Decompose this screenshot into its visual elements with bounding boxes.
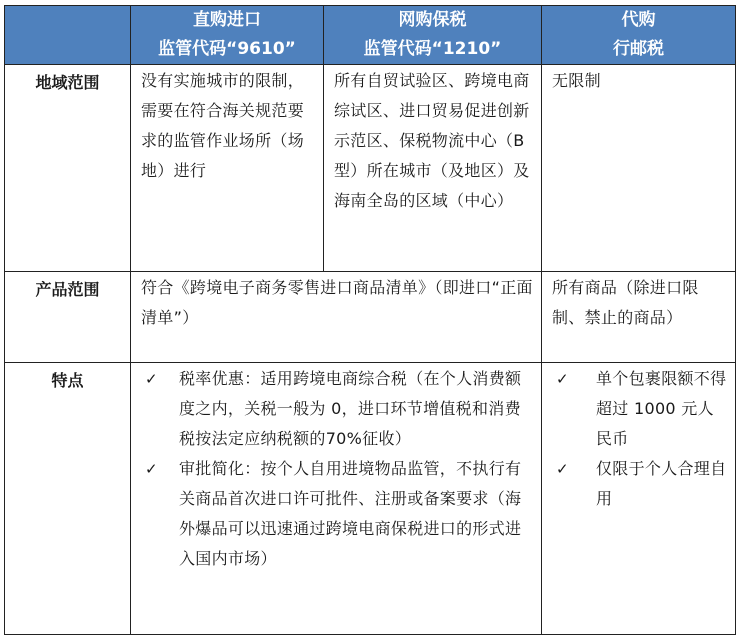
header-daigou <box>542 6 736 65</box>
region-row <box>5 65 736 272</box>
features-row <box>5 363 736 635</box>
feature-text: 税率优惠：适用跨境电商综合税（在个人消费额度之内，关税一般为 0，进口环节增值税和消费税按法定应纳税额的70%征收） <box>179 369 522 448</box>
list-item <box>141 454 533 574</box>
daigou-feature-text: 仅限于个人合理自用 <box>596 459 727 508</box>
header-daigou-tax: 行邮税 <box>613 39 664 59</box>
features-label: 特点 <box>5 363 131 635</box>
list-item <box>552 364 727 454</box>
region-label: 地域范围 <box>5 65 131 272</box>
product-label: 产品范围 <box>5 272 131 363</box>
list-item <box>141 364 533 454</box>
region-bonded: 所有自贸试验区、跨境电商综试区、进口贸易促进创新示范区、保税物流中心（B型）所在城市（及地区）及海南全岛的区域（中心） <box>324 65 542 272</box>
region-daigou: 无限制 <box>542 65 736 272</box>
header-bonded-code: 监管代码“1210” <box>363 39 502 59</box>
header-empty-cell <box>5 6 131 65</box>
daigou-feature-text: 单个包裹限额不得超过 1000 元人民币 <box>596 369 727 448</box>
header-bonded-import <box>324 6 542 65</box>
checkmark-icon: ✓ <box>145 460 158 478</box>
checkmark-icon: ✓ <box>145 370 158 388</box>
features-list <box>141 364 533 574</box>
header-bonded-title: 网购保税 <box>398 10 467 30</box>
daigou-features-list <box>552 364 727 514</box>
header-direct-title: 直购进口 <box>193 10 261 30</box>
checkmark-icon: ✓ <box>556 370 569 388</box>
features-daigou <box>542 363 736 635</box>
region-direct: 没有实施城市的限制，需要在符合海关规范要求的监管作业场所（场地）进行 <box>131 65 324 272</box>
list-item <box>552 454 727 514</box>
header-row <box>5 6 736 65</box>
product-merged: 符合《跨境电子商务零售进口商品清单》（即进口“正面清单”） <box>131 272 542 363</box>
header-direct-code: 监管代码“9610” <box>158 39 296 59</box>
product-daigou: 所有商品（除进口限制、禁止的商品） <box>542 272 736 363</box>
comparison-table <box>4 5 736 635</box>
feature-text: 审批简化：按个人自用进境物品监管，不执行有关商品首次进口许可批件、注册或备案要求（海外爆品可以迅速通过跨境电商保税进口的形式进入国内市场） <box>179 459 522 568</box>
checkmark-icon: ✓ <box>556 460 569 478</box>
product-row <box>5 272 736 363</box>
header-daigou-title: 代购 <box>621 10 656 30</box>
header-direct-import <box>131 6 324 65</box>
features-merged <box>131 363 542 635</box>
